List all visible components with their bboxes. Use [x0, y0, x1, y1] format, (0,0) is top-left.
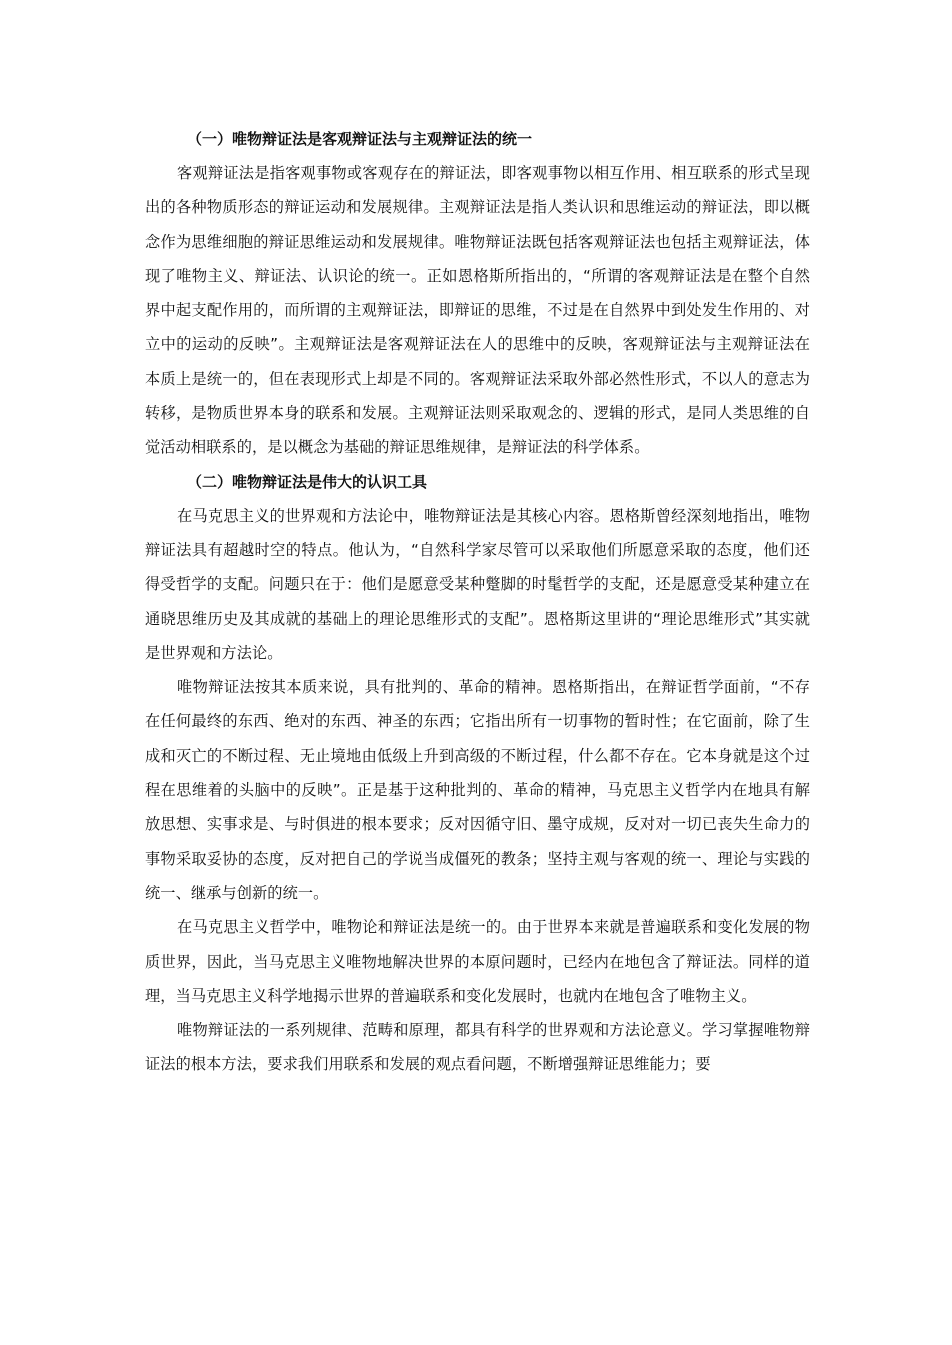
section-2-paragraph-3: 在马克思主义哲学中，唯物论和辩证法是统一的。由于世界本来就是普遍联系和变化发展的物质世界，因此，当马克思主义唯物地解决世界的本原问题时，已经内在地包含了辩证法。同样的道理，当马克思主义科学地揭示世界的普遍联系和变化发展时，也就内在地包含了唯物主义。 — [145, 918, 810, 1005]
document-page — [145, 122, 810, 1082]
section-2-paragraph-2: 唯物辩证法按其本质来说，具有批判的、革命的精神。恩格斯指出，在辩证哲学面前，“不存在任何最终的东西、绝对的东西、神圣的东西；它指出所有一切事物的暂时性；在它面前，除了生成和灭亡的不断过程、无止境地由低级上升到高级的不断过程，什么都不存在。它本身就是这个过程在思维着的头脑中的反映”。正是基于这种批判的、革命的精神，马克思主义哲学内在地具有解放思想、实事求是、与时俱进的根本要求；反对因循守旧、墨守成规，反对对一切已丧失生命力的事物采取妥协的态度，反对把自己的学说当成僵死的教条；坚持主观与客观的统一、理论与实践的统一、继承与创新的统一。 — [145, 678, 810, 902]
section-heading-1: （一）唯物辩证法是客观辩证法与主观辩证法的统一 — [187, 130, 533, 148]
section-1-paragraph-1: 客观辩证法是指客观事物或客观存在的辩证法，即客观事物以相互作用、相互联系的形式呈现出的各种物质形态的辩证运动和发展规律。主观辩证法是指人类认识和思维运动的辩证法，即以概念作为思维细胞的辩证思维运动和发展规律。唯物辩证法既包括客观辩证法也包括主观辩证法，体现了唯物主义、辩证法、认识论的统一。正如恩格斯所指出的，“所谓的客观辩证法是在整个自然界中起支配作用的，而所谓的主观辩证法，即辩证的思维，不过是在自然界中到处发生作用的、对立中的运动的反映”。主观辩证法是客观辩证法在人的思维中的反映，客观辩证法与主观辩证法在本质上是统一的，但在表现形式上却是不同的。客观辩证法采取外部必然性形式，不以人的意志为转移，是物质世界本身的联系和发展。主观辩证法则采取观念的、逻辑的形式，是同人类思维的自觉活动相联系的，是以概念为基础的辩证思维规律，是辩证法的科学体系。 — [145, 164, 810, 457]
section-heading-2: （二）唯物辩证法是伟大的认识工具 — [187, 472, 428, 491]
section-2-paragraph-4: 唯物辩证法的一系列规律、范畴和原理，都具有科学的世界观和方法论意义。学习掌握唯物辩证法的根本方法，要求我们用联系和发展的观点看问题，不断增强辩证思维能力；要 — [145, 1021, 810, 1074]
section-2-paragraph-1: 在马克思主义的世界观和方法论中，唯物辩证法是其核心内容。恩格斯曾经深刻地指出，唯物辩证法具有超越时空的特点。他认为，“自然科学家尽管可以采取他们所愿意采取的态度，他们还得受哲学的支配。问题只在于：他们是愿意受某种蹩脚的时髦哲学的支配，还是愿意受某种建立在通晓思维历史及其成就的基础上的理论思维形式的支配”。恩格斯这里讲的“理论思维形式”其实就是世界观和方法论。 — [145, 506, 810, 662]
